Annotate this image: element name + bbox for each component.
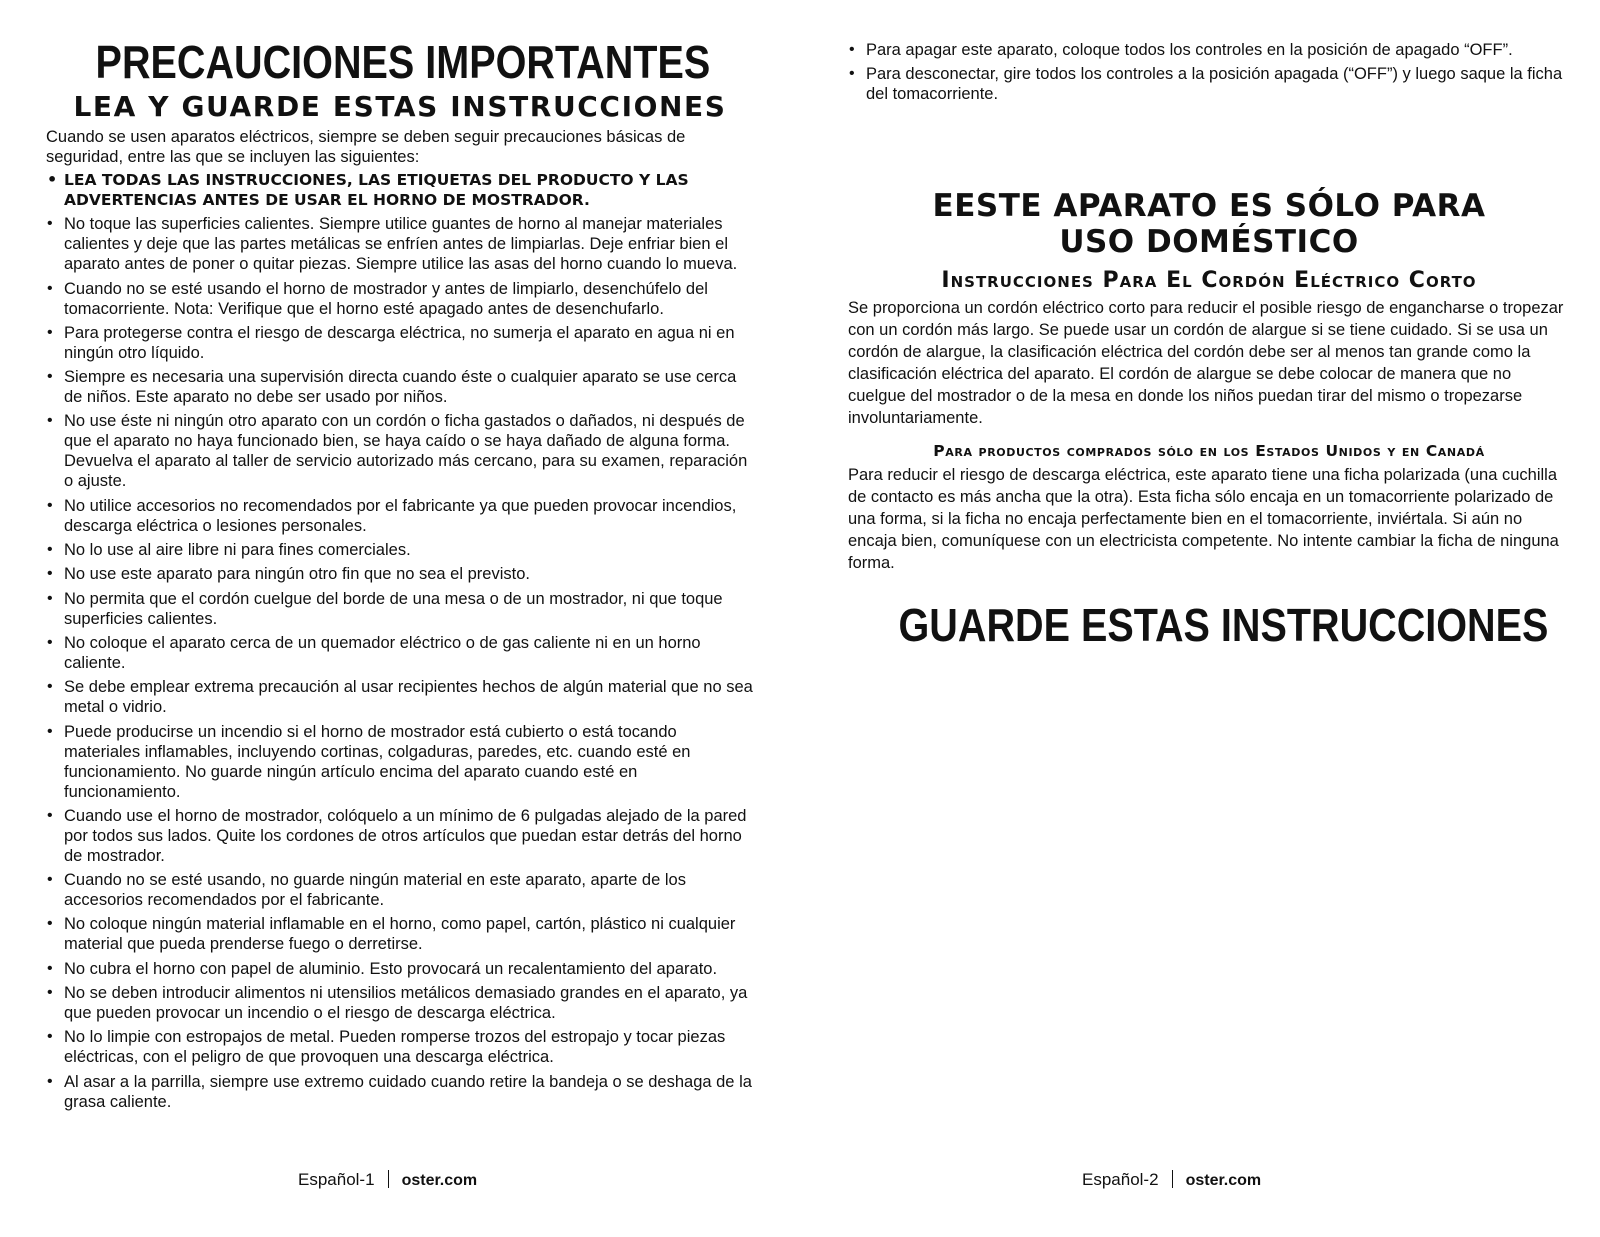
list-item: • No lo use al aire libre ni para fines comerciales. xyxy=(46,540,754,560)
list-item: • No use este aparato para ningún otro fin que no sea el previsto. xyxy=(46,564,754,584)
list-item: • Puede producirse un incendio si el horno de mostrador está cubierto o está tocando materiales inflamables, incluyendo cortinas, colgaduras, paredes, etc. cuando esté en funcionamiento. No guarde ningún artículo encima del aparato cuando esté en funcionamiento. xyxy=(46,722,754,802)
footer-site-link[interactable]: oster.com xyxy=(401,1172,478,1189)
footer-divider xyxy=(388,1170,389,1188)
intro-text: Cuando se usen aparatos eléctricos, siempre se deben seguir precauciones básicas de seguridad, entre las que se incluyen las siguientes: xyxy=(46,128,686,166)
polarized-plug-text: Para reducir el riesgo de descarga eléctrica, este aparato tiene una ficha polarizada (una cuchilla de contacto es más ancha que la otra). Esta ficha sólo encaja en un tomacorriente polarizado de una forma, si la ficha no encaja perfectamente bien en el tomacorriente, inviértala. Si aún no encaja bien, comuníquese con un electricista competente. No intente cambiar la ficha de ninguna forma. xyxy=(848,466,1559,573)
page-number: Español-1 xyxy=(298,1170,375,1189)
power-off-list xyxy=(848,40,1570,104)
list-item-tail: o ajuste. xyxy=(64,472,127,491)
list-item-text: No use éste ni ningún otro aparato con un cordón o ficha gastados o dañados, ni después de que el aparato no haya funcionado bien, se haya caído o se haya dañado de alguna forma. Devuelva el aparato al taller de servicio autorizado más cercano, para su examen, reparación xyxy=(64,412,748,471)
page-subtitle: LEA Y GUARDE ESTAS INSTRUCCIONES xyxy=(73,90,727,123)
list-item: • Se debe emplear extrema precaución al usar recipientes hechos de algún material que no sea metal o vidrio. xyxy=(46,677,754,717)
list-item: • No toque las superficies calientes. Siempre utilice guantes de horno al manejar materiales calientes y deje que las partes metálicas se enfríen antes de limpiarlas. Deje enfriar bien el aparato antes de poner o quitar piezas. Siempre utilice las asas del horno cuando lo mueva. xyxy=(46,214,754,274)
cord-heading: Instrucciones Para El Cordón Eléctrico Corto xyxy=(941,268,1477,294)
list-item: • No utilice accesorios no recomendados por el fabricante ya que pueden provocar incendios, descarga eléctrica o lesiones personales. xyxy=(46,496,754,536)
page-number: Español-2 xyxy=(1082,1170,1159,1189)
list-item: • Para protegerse contra el riesgo de descarga eléctrica, no sumerja el aparato en agua ni en ningún otro líquido. xyxy=(46,323,754,363)
household-use-heading xyxy=(848,188,1570,260)
list-item: • No lo limpie con estropajos de metal. Pueden romperse trozos del estropajo y tocar piezas eléctricas, con el peligro de que provoquen una descarga eléctrica. xyxy=(46,1027,754,1067)
footer-site-link[interactable]: oster.com xyxy=(1185,1172,1262,1189)
list-item: • No coloque el aparato cerca de un quemador eléctrico o de gas caliente ni en un horno caliente. xyxy=(46,633,754,673)
list-item: • Para desconectar, gire todos los controles a la posición apagada (“OFF”) y luego saque la ficha del tomacorriente. xyxy=(848,64,1570,104)
precaution-list xyxy=(46,170,754,1112)
list-item-multi xyxy=(46,411,754,491)
list-item: • No permita que el cordón cuelgue del borde de una mesa o de un mostrador, ni que toque superficies calientes. xyxy=(46,589,754,629)
list-item: • No coloque ningún material inflamable en el horno, como papel, cartón, plástico ni cualquier material que pueda prenderse fuego o derretirse. xyxy=(46,914,754,954)
list-item: • LEA TODAS LAS INSTRUCCIONES, LAS ETIQUETAS DEL PRODUCTO Y LAS ADVERTENCIAS ANTES DE USAR EL HORNO DE MOSTRADOR. xyxy=(46,170,754,210)
list-item: • Cuando no se esté usando, no guarde ningún material en este aparato, aparte de los accesorios recomendados por el fabricante. xyxy=(46,870,754,910)
page-title: PRECAUCIONES IMPORTANTES xyxy=(95,36,711,88)
save-instructions-heading: GUARDE ESTAS INSTRUCCIONES xyxy=(898,599,1549,652)
footer-divider xyxy=(1172,1170,1173,1188)
right-page xyxy=(800,0,1600,1237)
list-item: • Para apagar este aparato, coloque todos los controles en la posición de apagado “OFF”. xyxy=(848,40,1570,60)
cord-text: Se proporciona un cordón eléctrico corto para reducir el posible riesgo de engancharse o tropezar con un cordón más largo. Se puede usar un cordón de alargue si se tiene cuidado. Si se usa un cordón de alargue, la clasificación eléctrica del cordón debe ser al menos tan grande como la clasificación eléctrica del aparato. El cordón de alargue se debe colocar de manera que no cuelgue del mostrador o de la mesa en donde los niños puedan tirar del mismo o tropezarse involuntariamente. xyxy=(848,299,1564,428)
list-item: • Siempre es necesaria una supervisión directa cuando éste o cualquier aparato se use cerca de niños. Este aparato no debe ser usado por niños. xyxy=(46,367,754,407)
list-item: • Al asar a la parrilla, siempre use extremo cuidado cuando retire la bandeja o se deshaga de la grasa caliente. xyxy=(46,1072,754,1112)
list-item: • No cubra el horno con papel de aluminio. Esto provocará un recalentamiento del aparato. xyxy=(46,959,754,979)
list-item: • Cuando no se esté usando el horno de mostrador y antes de limpiarlo, desenchúfelo del tomacorriente. Nota: Verifique que el horno esté apagado antes de desenchufarlo. xyxy=(46,279,754,319)
us-canada-heading: Para productos comprados sólo en los Estados Unidos y en Canadá xyxy=(933,442,1485,461)
page-footer-right xyxy=(1082,1170,1261,1191)
household-heading-line1: EESTE APARATO ES SÓLO PARA xyxy=(932,188,1486,225)
list-item: • Cuando use el horno de mostrador, colóquelo a un mínimo de 6 pulgadas alejado de la pared por todos sus lados. Quite los cordones de otros artículos que puedan estar detrás del horno de mostrador. xyxy=(46,806,754,866)
page-footer-left xyxy=(298,1170,477,1191)
household-heading-line2: USO DOMÉSTICO xyxy=(1059,224,1359,261)
list-item: • No se deben introducir alimentos ni utensilios metálicos demasiado grandes en el aparato, ya que pueden provocar un incendio o el riesgo de descarga eléctrica. xyxy=(46,983,754,1023)
